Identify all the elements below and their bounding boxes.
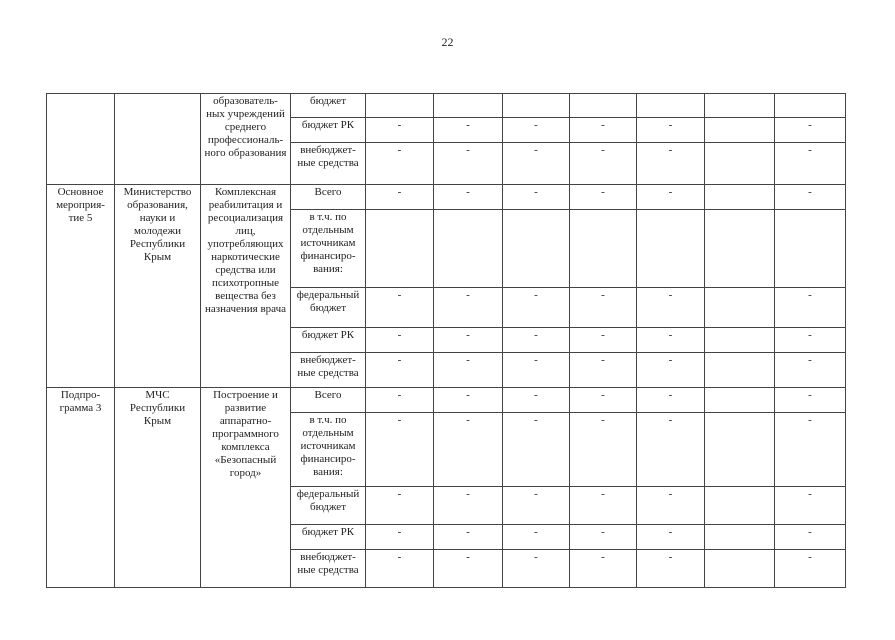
value-cell: - [366,143,434,185]
value-cell: - [366,328,434,353]
value-cell: - [570,185,637,210]
value-cell [705,525,775,550]
value-cell: - [434,143,503,185]
value-cell: - [434,525,503,550]
value-cell [434,210,503,288]
funding-source-cell: в т.ч. по отдельным источникам финансиро-вания: [291,210,366,288]
value-cell [570,94,637,118]
value-cell: - [570,487,637,525]
value-cell [434,94,503,118]
value-cell: - [503,487,570,525]
program-cell [47,94,115,185]
value-cell [366,94,434,118]
funding-source-cell: Всего [291,388,366,413]
value-cell: - [366,525,434,550]
value-cell: - [434,413,503,487]
value-cell: - [637,328,705,353]
value-cell [705,118,775,143]
value-cell: - [366,550,434,588]
table-row [47,388,846,413]
financing-table [46,93,846,588]
value-cell: - [366,288,434,328]
value-cell: - [503,413,570,487]
value-cell: - [503,353,570,388]
value-cell: - [775,288,846,328]
value-cell: - [434,118,503,143]
value-cell [775,94,846,118]
value-cell: - [637,487,705,525]
value-cell: - [434,328,503,353]
value-cell: - [503,118,570,143]
value-cell: - [366,388,434,413]
value-cell: - [570,550,637,588]
value-cell: - [570,328,637,353]
value-cell: - [503,525,570,550]
value-cell: - [570,413,637,487]
value-cell: - [570,288,637,328]
value-cell: - [637,525,705,550]
value-cell: - [637,388,705,413]
funding-source-cell: внебюджет-ные средства [291,353,366,388]
value-cell [705,328,775,353]
funding-source-cell: бюджет РК [291,328,366,353]
value-cell: - [775,413,846,487]
funding-source-cell: федеральный бюджет [291,288,366,328]
value-cell: - [503,143,570,185]
value-cell [570,210,637,288]
value-cell [705,550,775,588]
program-cell: Основное мероприя-тие 5 [47,185,115,388]
value-cell [637,210,705,288]
value-cell: - [503,388,570,413]
funding-source-cell: бюджет РК [291,118,366,143]
funding-source-cell: бюджет РК [291,525,366,550]
value-cell [366,210,434,288]
value-cell: - [570,143,637,185]
funding-source-cell: федеральный бюджет [291,487,366,525]
value-cell: - [775,487,846,525]
value-cell [637,94,705,118]
value-cell: - [637,118,705,143]
value-cell: - [637,143,705,185]
funding-source-cell: в т.ч. по отдельным источникам финансиро-вания: [291,413,366,487]
value-cell: - [434,353,503,388]
value-cell: - [434,185,503,210]
value-cell: - [503,185,570,210]
value-cell: - [434,487,503,525]
activity-cell: Построение и развитие аппаратно-программного комплекса «Безопасный город» [201,388,291,588]
value-cell: - [434,550,503,588]
value-cell: - [570,525,637,550]
value-cell: - [570,118,637,143]
funding-source-cell: внебюджет-ные средства [291,143,366,185]
value-cell [705,353,775,388]
executor-cell: Министерство образования, науки и молодежи Республики Крым [115,185,201,388]
value-cell [705,288,775,328]
value-cell: - [775,525,846,550]
value-cell: - [503,288,570,328]
activity-cell: Комплексная реабилитация и ресоциализация лиц, употребляющих наркотические средства или психотропные вещества без назначения врача [201,185,291,388]
value-cell [503,210,570,288]
value-cell: - [366,353,434,388]
value-cell [705,487,775,525]
page-number: 22 [441,35,454,49]
value-cell [775,210,846,288]
value-cell: - [637,353,705,388]
value-cell [705,388,775,413]
value-cell: - [570,388,637,413]
value-cell [705,143,775,185]
value-cell: - [366,185,434,210]
value-cell: - [434,288,503,328]
executor-cell [115,94,201,185]
value-cell: - [637,550,705,588]
value-cell: - [775,118,846,143]
value-cell: - [775,185,846,210]
executor-cell: МЧС Республики Крым [115,388,201,588]
funding-source-cell: Всего [291,185,366,210]
value-cell: - [637,288,705,328]
funding-source-cell: бюджет [291,94,366,118]
value-cell: - [503,328,570,353]
value-cell: - [503,550,570,588]
table-row [47,94,846,118]
value-cell: - [366,487,434,525]
value-cell [503,94,570,118]
value-cell [705,94,775,118]
value-cell: - [775,388,846,413]
value-cell: - [775,550,846,588]
value-cell: - [366,118,434,143]
value-cell: - [434,388,503,413]
value-cell [705,210,775,288]
value-cell [705,413,775,487]
value-cell: - [775,353,846,388]
table-row [47,185,846,210]
value-cell: - [637,413,705,487]
value-cell: - [570,353,637,388]
value-cell: - [366,413,434,487]
value-cell: - [637,185,705,210]
value-cell: - [775,143,846,185]
value-cell: - [775,328,846,353]
program-cell: Подпро-грамма 3 [47,388,115,588]
activity-cell: образователь-ных учреждений среднего профессиональ-ного образования [201,94,291,185]
funding-source-cell: внебюджет-ные средства [291,550,366,588]
value-cell [705,185,775,210]
